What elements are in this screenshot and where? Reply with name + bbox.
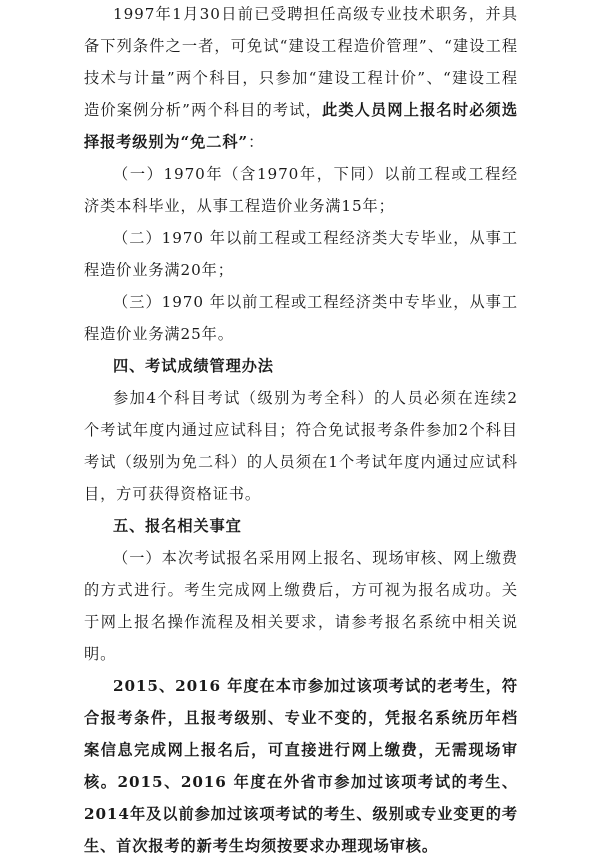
paragraph-returning-candidates [84, 670, 518, 862]
condition-item-3: （三）1970 年以前工程或工程经济类中专毕业，从事工程造价业务满25年。 [84, 293, 518, 343]
paragraph-score-management: 参加4个科目考试（级别为考全科）的人员必须在连续2个考试年度内通过应试科目；符合免试报考条件参加2个科目考试（级别为免二科）的人员须在1个考试年度内通过应试科目，方可获得资格证书。 [84, 389, 518, 503]
document-page [84, 0, 518, 862]
bold-text-onsite-review: 2015、2016 年度在外省市参加过该项考试的考生、2014年及以前参加过该项考试的考生、级别或专业变更的考生、首次报考的新考生均须按要求办理现场审核。 [84, 773, 518, 855]
paragraph-exemption-conditions [84, 0, 518, 158]
section-heading-score-management: 四、考试成绩管理办法 [113, 357, 274, 375]
paragraph-punct: ： [248, 133, 265, 151]
condition-item-2: （二）1970 年以前工程或工程经济类大专毕业，从事工程造价业务满20年； [84, 229, 518, 279]
bold-notice-exempt-two: 此类人员网上报名时必须选择报考级别为“免二科” [84, 101, 519, 151]
section-heading-registration: 五、报名相关事宜 [113, 517, 242, 535]
paragraph-registration-method: （一）本次考试报名采用网上报名、现场审核、网上缴费的方式进行。考生完成网上缴费后，方可视为报名成功。关于网上报名操作流程及相关要求，请参考报名系统中相关说明。 [84, 549, 518, 663]
paragraph-text: 1997年1月30日前已受聘担任高级专业技术职务，并具备下列条件之一者，可免试“建设工程造价管理”、“建设工程技术与计量”两个科目，只参加“建设工程计价”、“建设工程造价案例分析”两个科目的考试， [84, 5, 518, 119]
condition-item-1: （一）1970年（含1970年，下同）以前工程或工程经济类本科毕业，从事工程造价业务满15年； [84, 165, 518, 215]
bold-text-local-candidates: 2015、2016 年度在本市参加过该项考试的老考生，符合报考条件，且报考级别、专业不变的，凭报名系统历年档案信息完成网上报名后，可直接进行网上缴费，无需现场审核。 [84, 677, 518, 791]
